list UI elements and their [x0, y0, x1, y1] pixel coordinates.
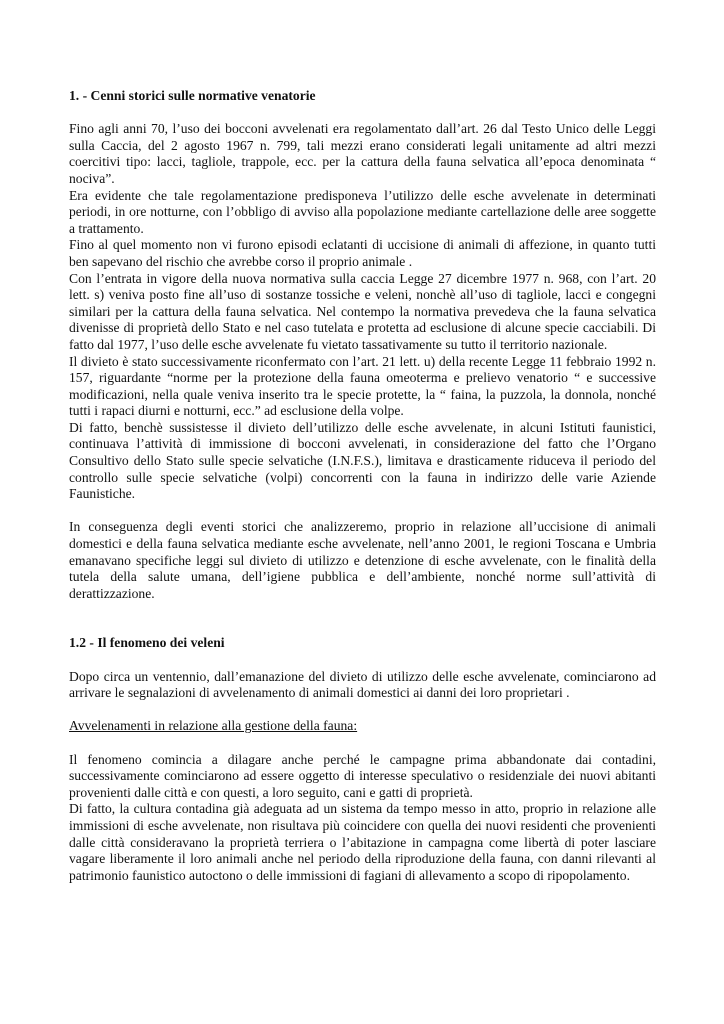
section-1-paragraph: Era evidente che tale regolamentazione predisponeva l’utilizzo delle esche avvelenate in determinati periodi, in ore notturne, con l’obbligo di avviso alla popolazione mediante cartellazione delle aree soggette a trattamento. [69, 187, 656, 236]
section-1-paragraph: Con l’entrata in vigore della nuova normativa sulla caccia Legge 27 dicembre 1977 n. 968, con l’art. 20 lett. s) veniva posto fine all’uso di sostanze tossiche e veleni, nonchè all’uso di tagliole, lacci e congegni similari per la cattura della fauna selvatica. Nel contempo la normativa prevedeva che la fauna selvatica divenisse di proprietà dello Stato e nel caso tutelata e protetta ad esclusione di alcune specie cacciabili. Di fatto dal 1977, l’uso delle esche avvelenate fu vietato tassativamente su tutto il territorio nazionale. [69, 270, 656, 352]
section-1-paragraph: Di fatto, benchè sussistesse il divieto dell’utilizzo delle esche avvelenate, in alcuni Istituti faunistici, continuava l’attività di immissione di bocconi avvelenati, in considerazione del fatto che l’Organo Consultivo dello Stato sulle specie selvatiche (I.N.F.S.), limitava e drasticamente riduceva il periodo del controllo sulle specie selvatiche (volpi) concorrenti con la fauna in indirizzo delle varie Aziende Faunistiche. [69, 419, 656, 502]
section-2-heading: 1.2 - Il fenomeno dei veleni [69, 635, 225, 651]
section-2-paragraph: Il fenomeno comincia a dilagare anche perché le campagne prima abbandonate dai contadini, successivamente cominciarono ad essere oggetto di interesse speculativo o residenziale dei nuovi abitanti provenienti dalle città e con questi, a loro seguito, cani e gatti di proprietà. [69, 751, 656, 800]
section-1-closing-paragraph: In conseguenza degli eventi storici che analizzeremo, proprio in relazione all’uccisione di animali domestici e della fauna selvatica mediante esche avvelenate, nell’anno 2001, le regioni Toscana e Umbria emanavano specifiche leggi sul divieto di utilizzo e detenzione di esche avvelenate, con le finalità della tutela della salute umana, dell’igiene pubblica e dell’ambiente, nonché norme sull’attività di derattizzazione. [69, 519, 656, 601]
section-1-paragraph: Fino al quel momento non vi furono episodi eclatanti di uccisione di animali di affezione, in quanto tutti ben sapevano del rischio che avrebbe corso il proprio animale . [69, 237, 656, 269]
section-2-intro: Dopo circa un ventennio, dall’emanazione del divieto di utilizzo delle esche avvelenate, cominciarono ad arrivare le segnalazioni di avvelenamento di animali domestici ai danni dei loro proprietari . [69, 668, 656, 701]
section-1-heading: 1. - Cenni storici sulle normative venatorie [69, 88, 316, 103]
section-1-paragraph: Fino agli anni 70, l’uso dei bocconi avvelenati era regolamentato dall’art. 26 dal Testo Unico delle Leggi sulla Caccia, del 2 agosto 1967 n. 799, tali mezzi erano considerati legali unitamente ad altri mezzi coercitivi tipo: lacci, tagliole, trappole, ecc. per la cattura della fauna selvatica all’epoca denominata “ nociva”. [69, 121, 656, 186]
section-1-paragraph: Il divieto è stato successivamente riconfermato con l’art. 21 lett. u) della recente Legge 11 febbraio 1992 n. 157, riguardante “norme per la protezione della fauna omeoterma e prelievo venatorio “ e successive modificazioni, nella quale veniva inserito tra le specie protette, la “ faina, la puzzola, la donnola, nonché tutti i rapaci diurni e notturni, ecc.” ad esclusione della volpe. [69, 353, 656, 419]
spacer [69, 602, 656, 635]
spacer [69, 702, 656, 719]
document-page [69, 88, 656, 884]
section-2-subheading: Avvelenamenti in relazione alla gestione della fauna: [69, 718, 358, 734]
spacer [69, 735, 656, 752]
spacer [69, 503, 656, 520]
section-2-paragraph: Di fatto, la cultura contadina già adeguata ad un sistema da tempo messo in atto, proprio in relazione alle immissioni di esche avvelenate, non risultava più coincidere con quella dei nuovi residenti che provenienti dalle città consideravano la proprietà terriera o l’abitazione in campagna come libertà di poter lasciare vagare liberamente il loro animali anche nel periodo della riproduzione della fauna, con danni rilevanti al patrimonio faunistico autoctono o delle immissioni di fagiani di allevamento a scopo di ripopolamento. [69, 801, 656, 883]
